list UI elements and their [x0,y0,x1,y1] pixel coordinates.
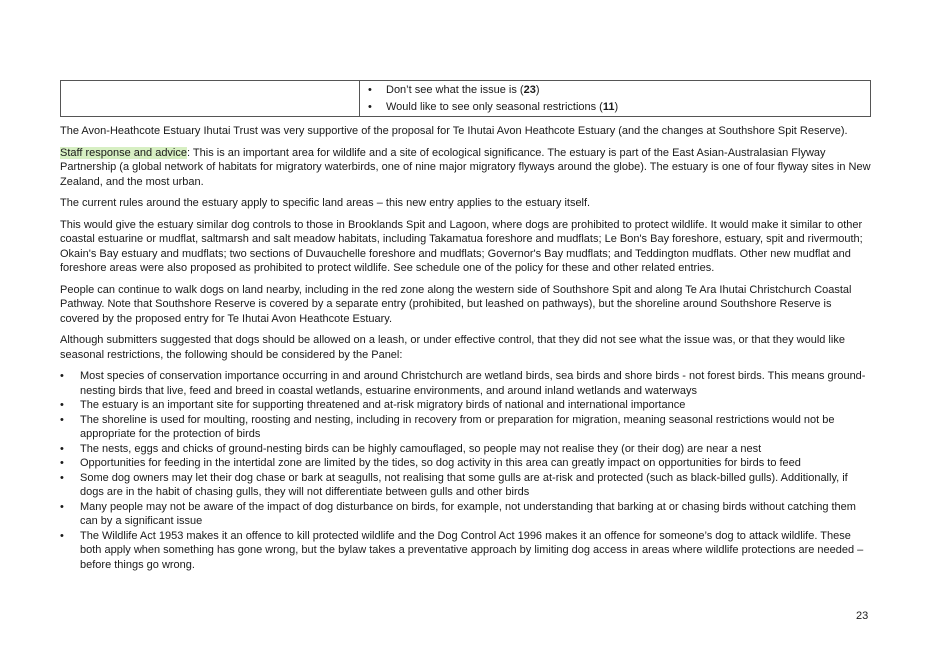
submission-table [60,80,871,117]
list-item [60,500,872,529]
bullet-glyph: • [60,500,64,513]
table-row [61,81,871,117]
bullet-glyph: • [60,413,64,426]
list-item-text: Many people may not be aware of the impact of dog disturbance on birds, for example, not understanding that barking at or chasing birds without catching them can by a significant issue [80,500,856,527]
bullet-end: ) [535,84,540,96]
list-item-text: The nests, eggs and chicks of ground-nesting birds can be highly camouflaged, so people may not realise they (or their dog) are near a nest [80,442,762,455]
table-cell-right [360,81,871,117]
document-page [60,80,872,572]
bullet-glyph: • [368,100,372,113]
bullet-glyph: • [60,442,64,455]
bullet-text: Don’t see what the issue is ( [386,84,524,96]
list-item-text: The estuary is an important site for supporting threatened and at-risk migratory birds of national and international importance [80,399,686,411]
paragraph-trust-support: The Avon-Heathcote Estuary Ihutai Trust was very supportive of the proposal for Te Ihutai Avon Heathcote Estuary (and the changes at Southshore Spit Reserve). [60,125,848,137]
table-bullet-item [360,99,870,116]
staff-response-text: : This is an important area for wildlife and a site of ecological significance. The estuary is part of the East Asian-Australasian Flyway Partnership (a global network of habitats for migratory waterbirds, one of nine major migratory flyways around the globe). The estuary is one of four flyway sites in New Zealand, and the most urban. [60,146,871,188]
list-item [60,398,872,413]
paragraph-submitters: Although submitters suggested that dogs should be allowed on a leash, or under effective control, that they did not see what the issue was, or that they would like seasonal restrictions, the following should be considered by the Panel: [60,334,845,361]
list-item-text: The shoreline is used for moulting, roosting and nesting, including in recovery from or preparation for migration, meaning seasonal restrictions would not be appropriate for the protection of birds [80,413,835,440]
bullet-glyph: • [60,471,64,484]
list-item [60,529,872,573]
paragraph-staff-response [60,146,872,190]
bullet-count: 23 [523,84,536,96]
list-item-text: Opportunities for feeding in the intertidal zone are limited by the tides, so dog activity in this area can greatly impact on opportunities for birds to feed [80,457,801,469]
bullet-glyph: • [60,529,64,542]
bullet-end: ) [614,100,619,113]
bullet-glyph: • [60,399,64,411]
list-item [60,369,872,398]
considerations-list [60,369,872,572]
bullet-count: 11 [602,100,615,113]
page-number: 23 [856,610,869,622]
list-item-text: Some dog owners may let their dog chase or bark at seagulls, not realising that some gulls are at-risk and protected (such as black-billed gulls). Additionally, if dogs are in the habit of chasing gulls, they will not differentiate between gulls and other birds [80,471,848,498]
list-item [60,442,872,457]
paragraph-current-rules: The current rules around the estuary apply to specific land areas – this new entry applies to the estuary itself. [60,197,591,209]
bullet-glyph: • [368,84,372,96]
list-item [60,471,872,500]
bullet-glyph: • [60,457,64,469]
paragraph-similar-controls: This would give the estuary similar dog controls to those in Brooklands Spit and Lagoon, where dogs are prohibited to protect wildlife. It would make it similar to other coastal estuarine or mudflat, saltmarsh and salt meadow habitats, including Takamatua foreshore and mudflats; Le Bon's Bay foreshore, estuary, spit and rivermouth; Okain's Bay estuary and mudflats; two sections of Duvauchelle foreshore and mudflats; Governor's Bay mudflats; and Teddington mudflats. Other new mudflat and foreshore areas were also proposed as prohibited to protect wildlife. See schedule one of the policy for these and other related entries. [60,218,863,274]
list-item [60,456,872,471]
list-item [60,413,872,442]
bullet-text: Would like to see only seasonal restrictions ( [386,100,603,113]
list-item-text: The Wildlife Act 1953 makes it an offence to kill protected wildlife and the Dog Control Act 1996 makes it an offence for someone’s dog to attack wildlife. These both apply when something has gone wrong, but the bylaw takes a preventative approach by limiting dog access in areas where wildlife protections are needed – before things go wrong. [80,529,864,571]
paragraph-walk-dogs: People can continue to walk dogs on land nearby, including in the red zone along the western side of Southshore Spit and along Te Ara Ihutai Christchurch Coastal Pathway. Note that Southshore Reserve is covered by a separate entry (prohibited, but leashed on pathways), but the shoreline around Southshore Reserve is covered by the proposed entry for Te Ihutai Avon Heathcote Estuary. [60,283,852,325]
table-bullet-list [360,82,870,115]
bullet-glyph: • [60,370,64,382]
table-bullet-item [360,82,870,99]
table-cell-left [61,81,360,117]
staff-response-label: Staff response and advice [60,146,187,159]
list-item-text: Most species of conservation importance occurring in and around Christchurch are wetland birds, sea birds and shore birds - not forest birds. This means ground-nesting birds that live, feed and breed in coastal wetlands, estuarine environments, and around inland wetlands and waterways [80,370,866,397]
